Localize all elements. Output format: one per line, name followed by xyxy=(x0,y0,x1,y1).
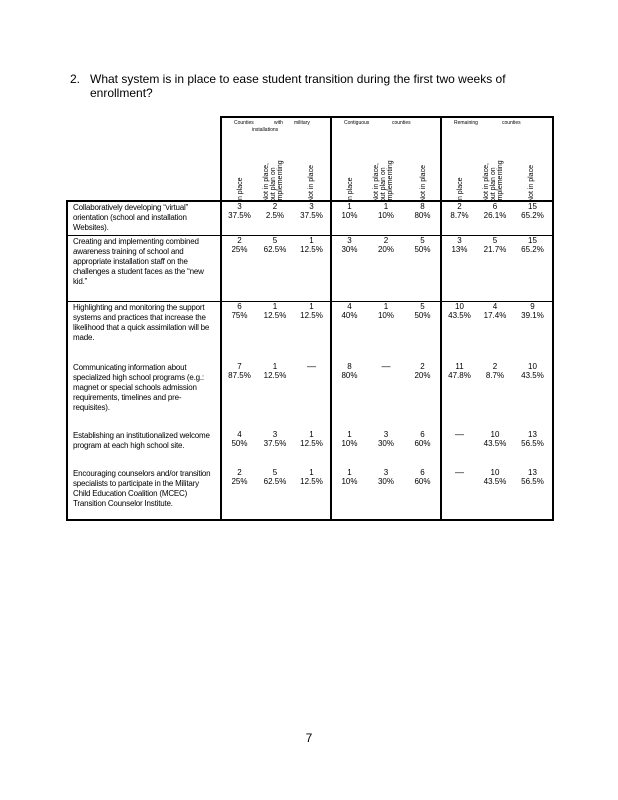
group-header-contiguous: Contiguous counties xyxy=(331,117,441,142)
cell-percent: 12.5% xyxy=(300,476,323,486)
cell-percent: 10% xyxy=(377,311,394,320)
cell-percent: 21.7% xyxy=(483,245,507,254)
subheader-text: Not in place xyxy=(308,165,315,202)
cell-count: 10 xyxy=(455,302,464,311)
data-cell xyxy=(367,468,405,520)
cell-percent: 17.4% xyxy=(483,311,507,320)
cell-count: 4 xyxy=(237,429,242,439)
cell-percent: 12.5% xyxy=(300,438,323,448)
subheader-1-2 xyxy=(257,142,293,201)
cell-percent: 43.5% xyxy=(448,311,471,320)
data-cell xyxy=(367,430,405,468)
cell-percent: 37.5% xyxy=(228,211,251,220)
question-text: What system is in place to ease student transition during the first two weeks of enrollment? xyxy=(90,72,506,100)
subheader-3-2 xyxy=(477,142,513,201)
data-cell xyxy=(405,468,441,520)
subheader-text: but plan on xyxy=(270,167,277,202)
cell-count: — xyxy=(455,466,464,477)
data-cell xyxy=(293,201,331,236)
row-label: Collaboratively developing “virtual” orientation (school and installation Websites). xyxy=(67,201,221,236)
data-cell xyxy=(367,362,405,430)
data-cell xyxy=(405,201,441,236)
data-cell xyxy=(477,236,513,302)
corner-cell xyxy=(67,117,221,201)
cell-count: 1 xyxy=(309,236,314,245)
cell-percent: 2.5% xyxy=(265,211,285,220)
row-label: Establishing an institutionalized welcome program at each high school site. xyxy=(67,430,221,468)
data-cell xyxy=(367,236,405,302)
data-cell xyxy=(257,430,293,468)
row-label: Creating and implementing combined awareness training of school and appropriate installation staff on the challenges a student faces as the “new kid.” xyxy=(67,236,221,302)
data-cell xyxy=(293,430,331,468)
cell-count: 6 xyxy=(492,202,498,211)
cell-percent: 47.8% xyxy=(448,370,471,380)
cell-percent: 12.5% xyxy=(263,370,287,380)
page-number: 7 xyxy=(305,731,313,745)
cell-percent: 10% xyxy=(377,211,394,220)
subheader-text: Not in place xyxy=(420,165,427,202)
cell-count: 3 xyxy=(272,429,278,439)
data-cell xyxy=(405,430,441,468)
cell-percent: 12.5% xyxy=(263,311,287,320)
cell-count: 5 xyxy=(272,467,278,477)
cell-count: 13 xyxy=(528,467,537,477)
cell-count: 9 xyxy=(530,302,535,311)
cell-count: 1 xyxy=(383,202,389,211)
data-cell xyxy=(221,430,257,468)
cell-count: 1 xyxy=(309,302,314,311)
cell-count: 6 xyxy=(420,467,425,477)
data-cell xyxy=(477,302,513,362)
cell-count: 1 xyxy=(272,302,278,311)
cell-percent: 65.2% xyxy=(521,245,544,254)
group-header-military: Counties with military installations xyxy=(221,117,331,142)
data-cell xyxy=(257,302,293,362)
cell-percent: 10% xyxy=(341,211,358,220)
cell-percent: 43.5% xyxy=(483,476,507,486)
cell-count: 5 xyxy=(272,236,278,245)
cell-count: — xyxy=(381,360,391,371)
cell-count: 5 xyxy=(492,236,498,245)
cell-count: — xyxy=(455,428,464,439)
subheader-text: In place xyxy=(347,177,354,202)
data-cell xyxy=(405,362,441,430)
table-row xyxy=(67,201,553,236)
cell-count: 6 xyxy=(237,302,242,311)
cell-percent: 26.1% xyxy=(483,211,507,220)
cell-count: 3 xyxy=(383,429,389,439)
cell-count: 2 xyxy=(237,467,242,477)
cell-percent: 80% xyxy=(341,370,358,380)
cell-count: 10 xyxy=(528,361,537,371)
table-row xyxy=(67,468,553,520)
cell-count: 2 xyxy=(492,361,498,371)
data-cell xyxy=(441,302,477,362)
data-cell xyxy=(477,468,513,520)
cell-percent: 50% xyxy=(231,438,248,448)
data-cell xyxy=(405,302,441,362)
cell-count: 2 xyxy=(457,202,462,211)
cell-count: 1 xyxy=(383,302,389,311)
table-row xyxy=(67,430,553,468)
table-body xyxy=(67,201,553,520)
row-label: Highlighting and monitoring the support systems and practices that increase the likelihood that a quick assimilation will be made. xyxy=(67,302,221,362)
cell-count: 1 xyxy=(347,429,352,439)
cell-count: 6 xyxy=(420,429,425,439)
data-cell xyxy=(257,201,293,236)
data-cell xyxy=(441,468,477,520)
data-cell xyxy=(441,201,477,236)
data-cell xyxy=(221,236,257,302)
cell-count: 2 xyxy=(272,202,278,211)
cell-count: — xyxy=(307,360,316,371)
cell-count: 3 xyxy=(347,236,352,245)
subheader-2-1 xyxy=(331,142,367,201)
data-cell xyxy=(331,302,367,362)
cell-percent: 30% xyxy=(377,438,394,448)
cell-percent: 12.5% xyxy=(300,245,323,254)
cell-count: 2 xyxy=(420,361,425,371)
cell-count: 1 xyxy=(309,429,314,439)
data-cell xyxy=(513,468,553,520)
cell-count: 10 xyxy=(490,429,500,439)
subheader-text: Not in place, xyxy=(263,163,270,202)
data-cell xyxy=(477,201,513,236)
data-cell xyxy=(331,236,367,302)
data-cell xyxy=(441,236,477,302)
cell-count: 1 xyxy=(309,467,314,477)
cell-percent: 56.5% xyxy=(521,438,544,448)
cell-percent: 65.2% xyxy=(521,211,544,220)
subheader-text: In place xyxy=(457,177,464,202)
cell-percent: 8.7% xyxy=(485,370,505,380)
cell-percent: 25% xyxy=(231,476,248,486)
cell-count: 8 xyxy=(420,202,425,211)
cell-percent: 75% xyxy=(231,311,248,320)
table-row xyxy=(67,362,553,430)
cell-count: 8 xyxy=(347,361,352,371)
cell-percent: 20% xyxy=(377,245,394,254)
cell-percent: 80% xyxy=(414,211,431,220)
subheader-text: Not in place xyxy=(528,165,535,202)
cell-percent: 50% xyxy=(414,311,431,320)
data-cell xyxy=(257,468,293,520)
cell-percent: 62.5% xyxy=(263,245,287,254)
cell-percent: 62.5% xyxy=(263,476,287,486)
cell-percent: 25% xyxy=(231,245,248,254)
subheader-text: implementing xyxy=(277,160,284,202)
cell-percent: 39.1% xyxy=(521,311,544,320)
cell-percent: 50% xyxy=(414,245,431,254)
cell-count: 11 xyxy=(455,361,464,371)
subheader-1-3 xyxy=(293,142,331,201)
cell-count: 1 xyxy=(347,202,352,211)
cell-count: 10 xyxy=(490,467,500,477)
data-cell xyxy=(513,236,553,302)
question-number: 2. xyxy=(70,72,81,86)
cell-percent: 13% xyxy=(451,245,468,254)
subheader-1-1 xyxy=(221,142,257,201)
data-cell xyxy=(331,201,367,236)
cell-count: 13 xyxy=(528,429,537,439)
data-cell xyxy=(293,302,331,362)
data-cell xyxy=(221,201,257,236)
data-cell xyxy=(477,430,513,468)
data-cell xyxy=(513,201,553,236)
cell-percent: 30% xyxy=(377,476,394,486)
cell-count: 3 xyxy=(383,467,389,477)
data-cell xyxy=(367,201,405,236)
subheader-text: Not in place, xyxy=(483,163,490,202)
cell-percent: 43.5% xyxy=(483,438,507,448)
group-header-remaining: Remaining counties xyxy=(441,117,553,142)
data-cell xyxy=(257,362,293,430)
cell-count: 5 xyxy=(420,302,425,311)
subheader-3-1 xyxy=(441,142,477,201)
table-row xyxy=(67,236,553,302)
data-cell xyxy=(221,468,257,520)
cell-count: 4 xyxy=(492,302,498,311)
cell-percent: 10% xyxy=(341,438,358,448)
data-cell xyxy=(405,236,441,302)
cell-percent: 12.5% xyxy=(300,311,323,320)
subheader-text: but plan on xyxy=(490,167,497,202)
cell-count: 4 xyxy=(347,302,352,311)
cell-count: 3 xyxy=(237,202,242,211)
subheader-3-3 xyxy=(513,142,553,201)
data-cell xyxy=(331,468,367,520)
cell-percent: 60% xyxy=(414,438,431,448)
subheader-text: Not in place, xyxy=(373,163,380,202)
cell-count: 1 xyxy=(272,361,278,371)
cell-count: 7 xyxy=(237,361,242,371)
cell-percent: 8.7% xyxy=(450,211,469,220)
data-cell xyxy=(513,362,553,430)
data-cell xyxy=(513,430,553,468)
cell-count: 15 xyxy=(528,202,537,211)
cell-percent: 87.5% xyxy=(228,370,251,380)
cell-percent: 37.5% xyxy=(263,438,287,448)
row-label: Encouraging counselors and/or transition specialists to participate in the Military Child Education Coalition (MCEC) Transition Counselor Institute. xyxy=(67,468,221,520)
data-cell xyxy=(293,362,331,430)
cell-percent: 37.5% xyxy=(300,211,323,220)
data-cell xyxy=(441,430,477,468)
cell-count: 2 xyxy=(383,236,389,245)
row-label: Communicating information about specialized high school programs (e.g.: magnet or special schools admission requirements, timelines and pre-requisites). xyxy=(67,362,221,430)
data-cell xyxy=(221,302,257,362)
data-cell xyxy=(331,430,367,468)
cell-percent: 60% xyxy=(414,476,431,486)
cell-percent: 20% xyxy=(414,370,431,380)
data-cell xyxy=(477,362,513,430)
cell-percent: 30% xyxy=(341,245,358,254)
cell-percent: 56.5% xyxy=(521,476,544,486)
subheader-text: In place xyxy=(237,177,244,202)
table-row xyxy=(67,302,553,362)
data-cell xyxy=(293,468,331,520)
data-cell xyxy=(221,362,257,430)
cell-count: 3 xyxy=(309,202,314,211)
cell-count: 2 xyxy=(237,236,242,245)
cell-percent: 10% xyxy=(341,476,358,486)
cell-count: 1 xyxy=(347,467,352,477)
data-cell xyxy=(331,362,367,430)
data-cell xyxy=(367,302,405,362)
survey-table xyxy=(66,116,554,521)
data-cell xyxy=(293,236,331,302)
subheader-text: but plan on xyxy=(380,167,387,202)
data-cell xyxy=(441,362,477,430)
cell-percent: 40% xyxy=(341,311,358,320)
subheader-text: implementing xyxy=(387,160,394,202)
cell-count: 3 xyxy=(457,236,462,245)
subheader-text: implementing xyxy=(497,160,504,202)
data-cell xyxy=(257,236,293,302)
cell-count: 5 xyxy=(420,236,425,245)
subheader-2-2 xyxy=(367,142,405,201)
subheader-2-3 xyxy=(405,142,441,201)
data-cell xyxy=(513,302,553,362)
cell-count: 15 xyxy=(528,236,537,245)
cell-percent: 43.5% xyxy=(521,370,544,380)
